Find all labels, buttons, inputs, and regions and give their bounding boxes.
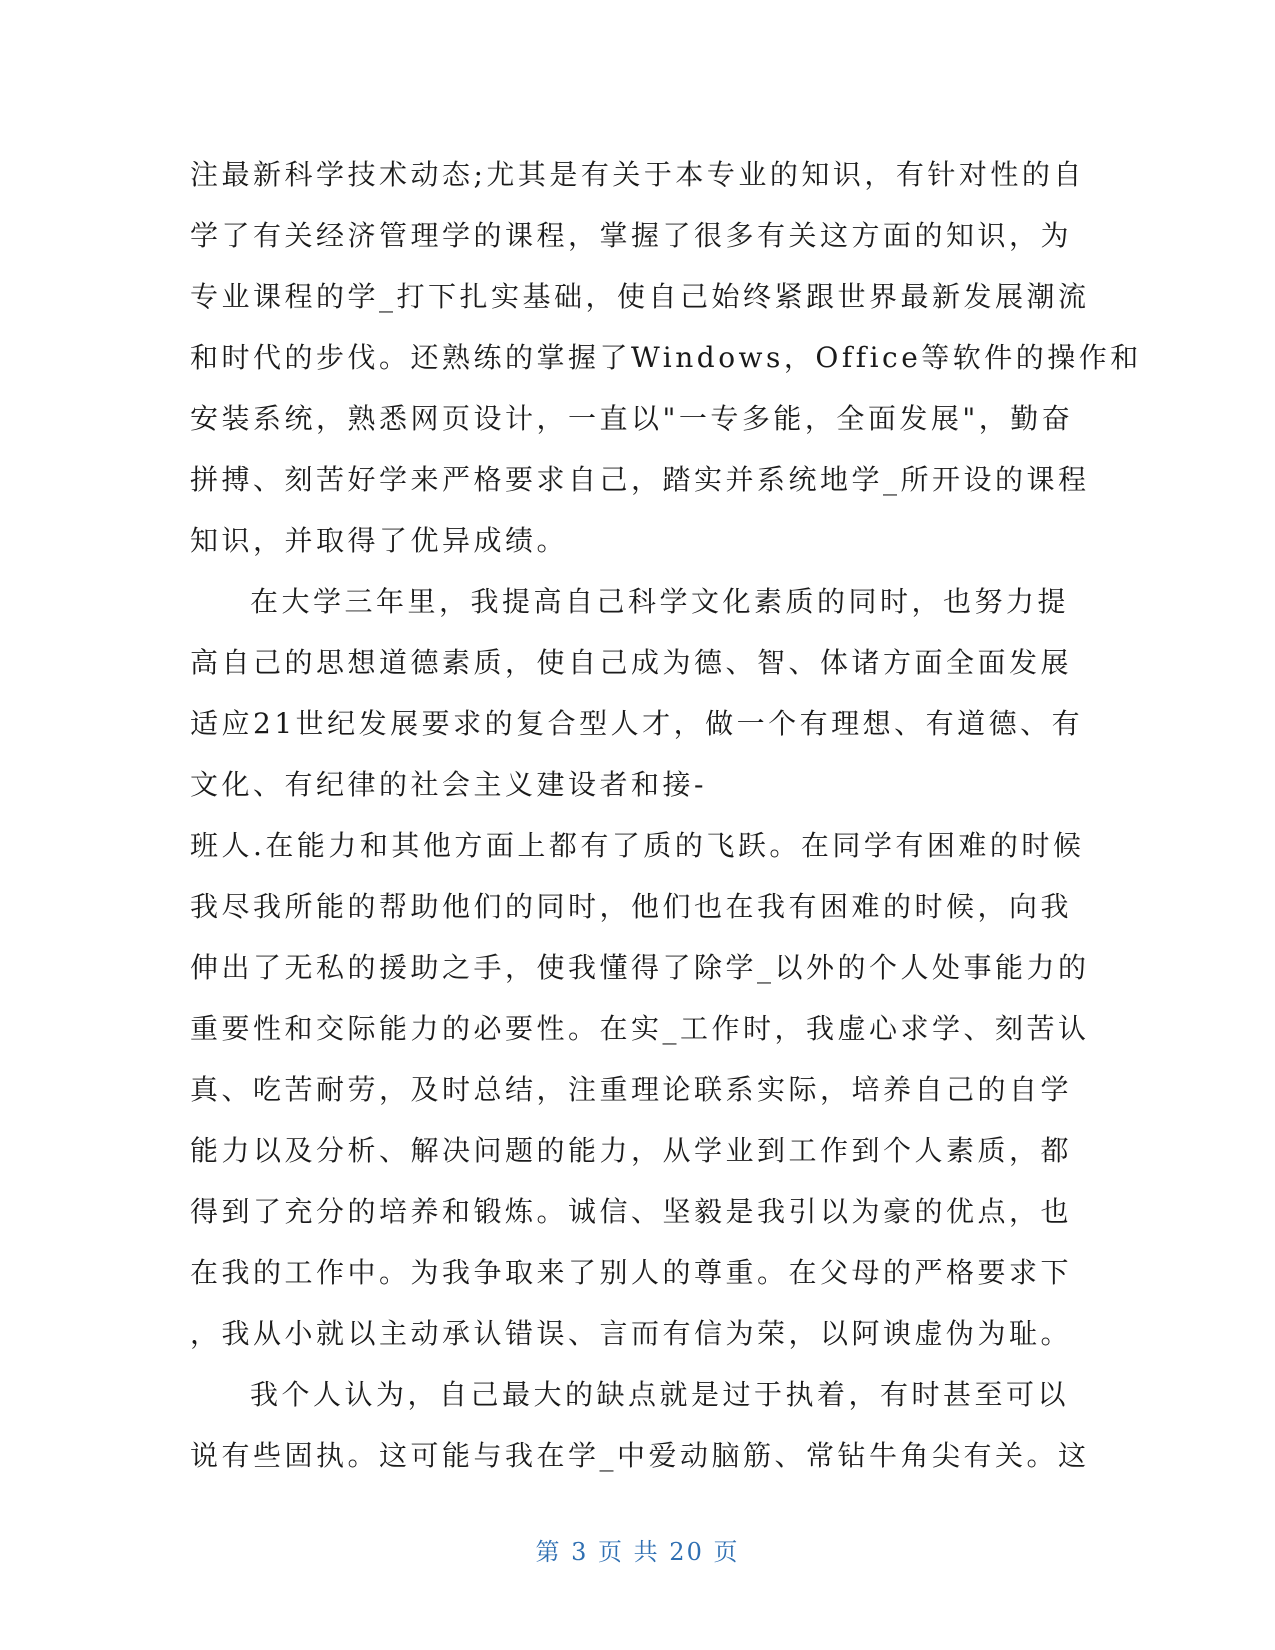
text-line: 说有些固执。这可能与我在学_中爱动脑筋、常钻牛角尖有关。这 [190,1439,1090,1472]
paragraph-start-line: 在大学三年里，我提高自己科学文化素质的同时，也努力提 [250,585,1070,618]
text-line: 班人.在能力和其他方面上都有了质的飞跃。在同学有困难的时候 [190,829,1085,862]
text-line: 安装系统，熟悉网页设计，一直以"一专多能，全面发展"，勤奋 [190,402,1074,435]
text-line: 得到了充分的培养和锻炼。诚信、坚毅是我引以为豪的优点，也 [190,1195,1073,1228]
paragraph-start-line: 我个人认为，自己最大的缺点就是过于执着，有时甚至可以 [250,1378,1070,1411]
text-line: 知识，并取得了优异成绩。 [190,524,569,557]
text-line: 注最新科学技术动态;尤其是有关于本专业的知识，有针对性的自 [190,158,1085,191]
text-line: 和时代的步伐。还熟练的掌握了Windows，Office等软件的操作和 [190,341,1142,374]
text-line: 能力以及分析、解决问题的能力，从学业到工作到个人素质，都 [190,1134,1073,1167]
text-line: 适应21世纪发展要求的复合型人才，做一个有理想、有道德、有 [190,707,1084,740]
text-line: 专业课程的学_打下扎实基础，使自己始终紧跟世界最新发展潮流 [190,280,1090,313]
text-line: 在我的工作中。为我争取来了别人的尊重。在父母的严格要求下 [190,1256,1073,1289]
document-body [190,144,1142,1486]
text-line: 文化、有纪律的社会主义建设者和接- [190,768,707,801]
text-line: ，我从小就以主动承认错误、言而有信为荣，以阿谀虚伪为耻。 [190,1317,1073,1350]
text-line: 高自己的思想道德素质，使自己成为德、智、体诸方面全面发展 [190,646,1073,679]
text-line: 真、吃苦耐劳，及时总结，注重理论联系实际，培养自己的自学 [190,1073,1073,1106]
text-line: 拼搏、刻苦好学来严格要求自己，踏实并系统地学_所开设的课程 [190,463,1090,496]
page-number-footer: 第 3 页 共 20 页 [535,1538,740,1566]
text-line: 伸出了无私的援助之手，使我懂得了除学_以外的个人处事能力的 [190,951,1090,984]
text-line: 学了有关经济管理学的课程，掌握了很多有关这方面的知识，为 [190,219,1073,252]
text-line: 重要性和交际能力的必要性。在实_工作时，我虚心求学、刻苦认 [190,1012,1090,1045]
text-line: 我尽我所能的帮助他们的同时，他们也在我有困难的时候，向我 [190,890,1073,923]
